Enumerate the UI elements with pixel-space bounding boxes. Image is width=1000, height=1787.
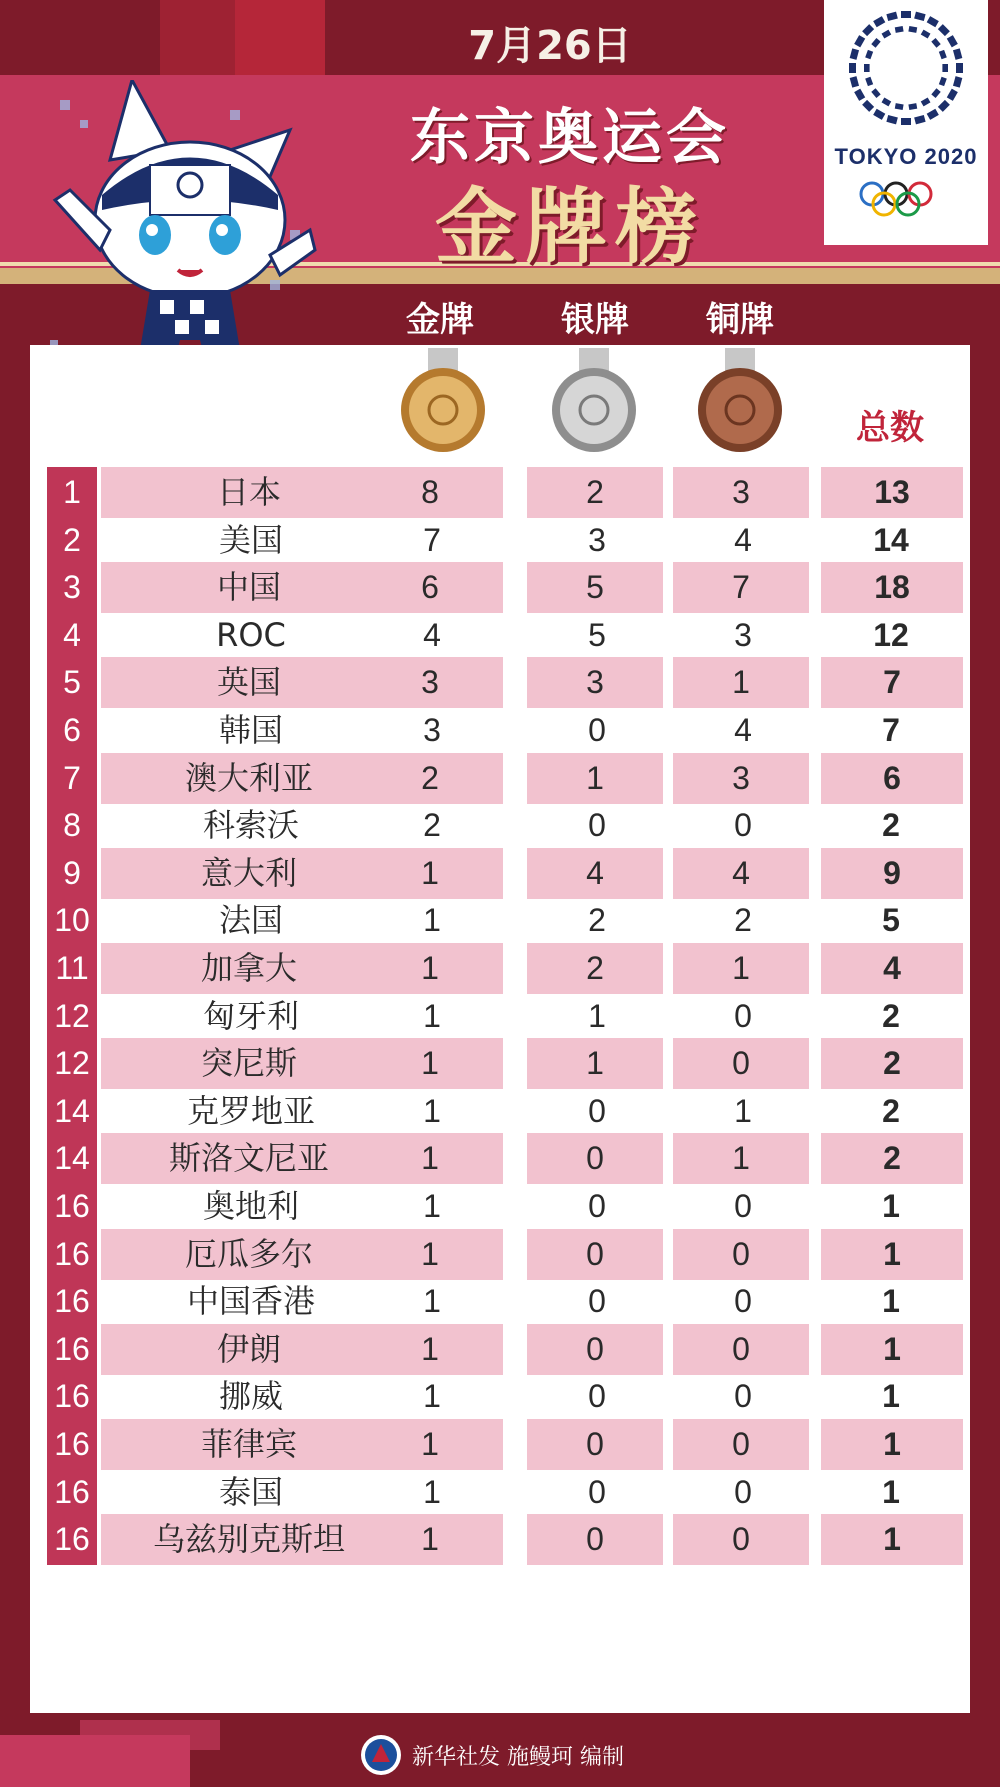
rank-cell: 14 bbox=[47, 1133, 97, 1184]
country-cell: ROC bbox=[216, 615, 286, 654]
silver-count-cell: 0 bbox=[588, 1188, 606, 1224]
rank-cell: 7 bbox=[47, 753, 97, 804]
gold-count-cell: 2 bbox=[357, 753, 503, 804]
total-count-cell: 1 bbox=[882, 1188, 900, 1224]
total-count-cell: 13 bbox=[821, 467, 963, 518]
total-count-cell: 1 bbox=[821, 1324, 963, 1375]
gold-count-cell: 1 bbox=[423, 1188, 441, 1224]
rank-cell: 2 bbox=[47, 515, 97, 566]
bronze-count-cell: 0 bbox=[673, 1419, 809, 1470]
silver-count-cell: 2 bbox=[527, 943, 663, 994]
bronze-count-cell: 0 bbox=[673, 1514, 809, 1565]
table-row bbox=[47, 1038, 963, 1089]
total-count-cell: 1 bbox=[821, 1514, 963, 1565]
country-cell: 克罗地亚 bbox=[186, 1091, 315, 1130]
rank-cell: 11 bbox=[47, 943, 97, 994]
bronze-count-cell: 3 bbox=[673, 467, 809, 518]
bronze-count-cell: 0 bbox=[734, 1188, 752, 1224]
country-cell: 日本 bbox=[101, 467, 397, 518]
table-row bbox=[47, 1229, 963, 1280]
country-cell: 厄瓜多尔 bbox=[101, 1229, 397, 1280]
bronze-count-cell: 2 bbox=[734, 902, 752, 939]
rank-cell: 16 bbox=[47, 1419, 97, 1470]
total-count-cell: 9 bbox=[821, 848, 963, 899]
rank-cell: 8 bbox=[47, 800, 97, 851]
gold-count-cell: 1 bbox=[357, 943, 503, 994]
total-count-cell: 2 bbox=[882, 997, 900, 1034]
rank-cell: 3 bbox=[47, 562, 97, 613]
gold-count-cell: 1 bbox=[423, 902, 441, 939]
table-row bbox=[47, 610, 963, 661]
rank-cell: 1 bbox=[47, 467, 97, 518]
table-row bbox=[47, 1133, 963, 1184]
column-header-gold: 金牌 bbox=[406, 300, 474, 340]
rank-cell: 16 bbox=[47, 1467, 97, 1518]
header-decoration bbox=[235, 0, 325, 75]
total-count-cell: 6 bbox=[821, 753, 963, 804]
bronze-count-cell: 1 bbox=[673, 657, 809, 708]
country-cell: 科索沃 bbox=[202, 806, 299, 845]
tokyo-2020-emblem-icon bbox=[824, 0, 988, 245]
total-count-cell: 14 bbox=[873, 521, 909, 558]
country-cell: 挪威 bbox=[218, 1377, 283, 1416]
table-row bbox=[47, 1276, 963, 1327]
silver-count-cell: 0 bbox=[527, 1324, 663, 1375]
country-cell: 韩国 bbox=[218, 711, 283, 749]
country-cell: 意大利 bbox=[101, 848, 397, 899]
gold-count-cell: 7 bbox=[423, 521, 441, 558]
total-count-cell: 12 bbox=[873, 616, 909, 653]
table-row bbox=[47, 1086, 963, 1137]
bronze-count-cell: 4 bbox=[734, 521, 752, 558]
table-row bbox=[47, 1371, 963, 1422]
bronze-count-cell: 0 bbox=[734, 1378, 752, 1415]
country-cell: 法国 bbox=[218, 901, 283, 940]
bronze-count-cell: 1 bbox=[734, 1092, 752, 1129]
silver-count-cell: 2 bbox=[527, 467, 663, 518]
silver-count-cell: 5 bbox=[527, 562, 663, 613]
silver-count-cell: 1 bbox=[588, 997, 606, 1034]
total-count-cell: 7 bbox=[882, 712, 900, 748]
total-count-cell: 18 bbox=[821, 562, 963, 613]
table-row bbox=[47, 753, 963, 804]
total-count-cell: 1 bbox=[882, 1283, 900, 1320]
rank-cell: 16 bbox=[47, 1371, 97, 1422]
total-count-cell: 7 bbox=[821, 657, 963, 708]
gold-count-cell: 1 bbox=[357, 1133, 503, 1184]
bronze-count-cell: 3 bbox=[734, 616, 752, 653]
gold-count-cell: 6 bbox=[357, 562, 503, 613]
rank-cell: 16 bbox=[47, 1229, 97, 1280]
table-row bbox=[47, 1324, 963, 1375]
country-cell: 斯洛文尼亚 bbox=[101, 1133, 397, 1184]
silver-count-cell: 2 bbox=[588, 902, 606, 939]
country-cell: 加拿大 bbox=[101, 943, 397, 994]
tokyo-2020-logo bbox=[824, 0, 988, 245]
country-cell: 美国 bbox=[218, 520, 283, 559]
table-row bbox=[47, 991, 963, 1042]
silver-count-cell: 0 bbox=[588, 1378, 606, 1415]
bronze-count-cell: 0 bbox=[734, 1283, 752, 1320]
silver-count-cell: 0 bbox=[527, 1419, 663, 1470]
rank-cell: 12 bbox=[47, 1038, 97, 1089]
gold-count-cell: 1 bbox=[357, 1229, 503, 1280]
silver-count-cell: 0 bbox=[527, 1514, 663, 1565]
logo-text: TOKYO 2020 bbox=[834, 144, 978, 169]
gold-count-cell: 1 bbox=[357, 848, 503, 899]
total-count-cell: 2 bbox=[882, 1092, 900, 1129]
gold-count-cell: 1 bbox=[357, 1514, 503, 1565]
rank-cell: 16 bbox=[47, 1324, 97, 1375]
silver-count-cell: 1 bbox=[527, 753, 663, 804]
bronze-medal-icon bbox=[695, 348, 785, 458]
rank-cell: 16 bbox=[47, 1181, 97, 1232]
silver-medal-icon bbox=[549, 348, 639, 458]
gold-count-cell: 1 bbox=[423, 1283, 441, 1320]
table-row bbox=[47, 848, 963, 899]
rank-cell: 10 bbox=[47, 895, 97, 946]
table-row bbox=[47, 1514, 963, 1565]
country-cell: 菲律宾 bbox=[101, 1419, 397, 1470]
gold-count-cell: 1 bbox=[423, 1378, 441, 1415]
bronze-count-cell: 1 bbox=[673, 943, 809, 994]
country-cell: 奥地利 bbox=[202, 1187, 299, 1225]
table-row bbox=[47, 1419, 963, 1470]
gold-count-cell: 3 bbox=[423, 712, 441, 748]
total-count-cell: 2 bbox=[821, 1038, 963, 1089]
silver-count-cell: 4 bbox=[527, 848, 663, 899]
table-row bbox=[47, 1467, 963, 1518]
rank-cell: 12 bbox=[47, 991, 97, 1042]
date-label: 7月26日 bbox=[468, 23, 632, 69]
bronze-count-cell: 0 bbox=[673, 1324, 809, 1375]
silver-count-cell: 0 bbox=[588, 1092, 606, 1129]
footer-decoration bbox=[0, 1735, 190, 1787]
rank-cell: 14 bbox=[47, 1086, 97, 1137]
gold-count-cell: 1 bbox=[423, 997, 441, 1034]
table-row bbox=[47, 800, 963, 851]
total-count-cell: 1 bbox=[882, 1378, 900, 1415]
bronze-count-cell: 0 bbox=[673, 1229, 809, 1280]
total-count-cell: 1 bbox=[882, 1473, 900, 1510]
silver-count-cell: 1 bbox=[527, 1038, 663, 1089]
bronze-count-cell: 4 bbox=[673, 848, 809, 899]
table-row bbox=[47, 705, 963, 756]
country-cell: 中国 bbox=[101, 562, 397, 613]
bronze-count-cell: 7 bbox=[673, 562, 809, 613]
silver-count-cell: 0 bbox=[527, 1133, 663, 1184]
country-cell: 乌兹别克斯坦 bbox=[101, 1514, 397, 1565]
footer bbox=[360, 1734, 720, 1778]
silver-count-cell: 0 bbox=[588, 712, 606, 748]
country-cell: 英国 bbox=[101, 657, 397, 708]
column-header-bronze: 铜牌 bbox=[706, 300, 774, 340]
gold-count-cell: 1 bbox=[423, 1092, 441, 1129]
rank-cell: 16 bbox=[47, 1276, 97, 1327]
bronze-count-cell: 4 bbox=[734, 712, 752, 748]
rank-cell: 16 bbox=[47, 1514, 97, 1565]
rank-cell: 4 bbox=[47, 610, 97, 661]
gold-count-cell: 3 bbox=[357, 657, 503, 708]
table-row bbox=[47, 657, 963, 708]
table-row bbox=[47, 1181, 963, 1232]
column-header-total: 总数 bbox=[856, 408, 924, 448]
table-row bbox=[47, 895, 963, 946]
page-title: 东京奥运会 bbox=[410, 103, 730, 173]
rank-cell: 5 bbox=[47, 657, 97, 708]
footer-credit: 新华社发 施鳗珂 编制 bbox=[412, 1745, 624, 1770]
country-cell: 突尼斯 bbox=[101, 1038, 397, 1089]
gold-count-cell: 1 bbox=[423, 1473, 441, 1510]
country-cell: 澳大利亚 bbox=[101, 753, 397, 804]
total-count-cell: 1 bbox=[821, 1229, 963, 1280]
country-cell: 匈牙利 bbox=[202, 996, 299, 1035]
column-header-silver: 银牌 bbox=[561, 300, 629, 340]
gold-count-cell: 1 bbox=[357, 1419, 503, 1470]
total-count-cell: 2 bbox=[821, 1133, 963, 1184]
silver-count-cell: 0 bbox=[588, 1473, 606, 1510]
country-cell: 伊朗 bbox=[101, 1324, 397, 1375]
gold-count-cell: 1 bbox=[357, 1038, 503, 1089]
table-row bbox=[47, 562, 963, 613]
silver-count-cell: 3 bbox=[527, 657, 663, 708]
bronze-count-cell: 0 bbox=[734, 997, 752, 1034]
rank-cell: 6 bbox=[47, 705, 97, 756]
bronze-count-cell: 0 bbox=[734, 807, 752, 844]
silver-count-cell: 0 bbox=[588, 1283, 606, 1320]
xinhua-logo-icon bbox=[360, 1734, 402, 1776]
page-subtitle: 金牌榜 bbox=[434, 180, 705, 275]
silver-count-cell: 0 bbox=[588, 807, 606, 844]
gold-count-cell: 1 bbox=[357, 1324, 503, 1375]
total-count-cell: 1 bbox=[821, 1419, 963, 1470]
total-count-cell: 5 bbox=[882, 902, 900, 939]
country-cell: 泰国 bbox=[218, 1472, 283, 1511]
silver-count-cell: 0 bbox=[527, 1229, 663, 1280]
rank-cell: 9 bbox=[47, 848, 97, 899]
silver-count-cell: 5 bbox=[588, 616, 606, 653]
gold-count-cell: 2 bbox=[423, 807, 441, 844]
gold-count-cell: 8 bbox=[357, 467, 503, 518]
country-cell: 中国香港 bbox=[186, 1282, 315, 1321]
bronze-count-cell: 3 bbox=[673, 753, 809, 804]
bronze-count-cell: 1 bbox=[673, 1133, 809, 1184]
gold-count-cell: 4 bbox=[423, 616, 441, 653]
total-count-cell: 4 bbox=[821, 943, 963, 994]
gold-medal-icon bbox=[398, 348, 488, 458]
total-count-cell: 2 bbox=[882, 807, 900, 844]
table-row bbox=[47, 467, 963, 518]
silver-count-cell: 3 bbox=[588, 521, 606, 558]
table-row bbox=[47, 943, 963, 994]
table-row bbox=[47, 515, 963, 566]
bronze-count-cell: 0 bbox=[734, 1473, 752, 1510]
bronze-count-cell: 0 bbox=[673, 1038, 809, 1089]
